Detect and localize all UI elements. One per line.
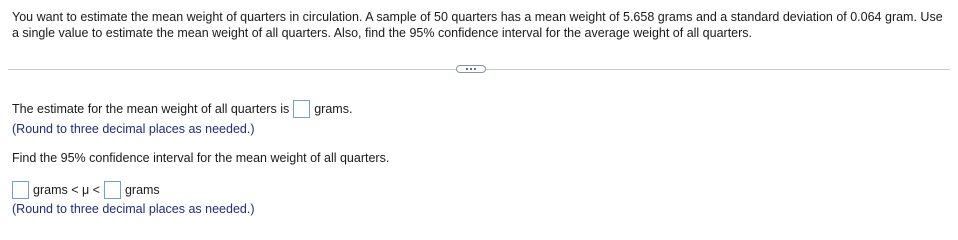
more-options-icon: [466, 68, 468, 70]
ci-lower-bound-input[interactable]: [12, 181, 29, 199]
question-text: You want to estimate the mean weight of quarters in circulation. A sample of 50 quarters has a mean weight of 5.658 grams and a standard deviation of 0.064 gram. Use a single value to estimate the mean weight of all quarters. Also, find the 95% confidence interval for the average weight of all quarters.: [12, 10, 943, 40]
mean-estimate-row: [12, 100, 352, 118]
confidence-interval-hint: (Round to three decimal places as needed.): [12, 202, 255, 216]
mean-estimate-unit: grams.: [314, 102, 353, 116]
ci-upper-bound-input[interactable]: [104, 181, 121, 199]
more-options-icon: [474, 68, 476, 70]
ci-unit-label: grams: [124, 183, 160, 197]
more-options-icon: [470, 68, 472, 70]
mean-estimate-prompt: The estimate for the mean weight of all quarters is: [12, 102, 290, 116]
mean-estimate-input[interactable]: [293, 100, 310, 118]
mean-estimate-hint: (Round to three decimal places as needed.): [12, 122, 255, 136]
ci-middle-label: grams < μ <: [33, 183, 100, 197]
confidence-interval-row: [12, 181, 160, 199]
more-options-button[interactable]: [456, 65, 486, 73]
confidence-interval-prompt: Find the 95% confidence interval for the mean weight of all quarters.: [12, 151, 390, 165]
